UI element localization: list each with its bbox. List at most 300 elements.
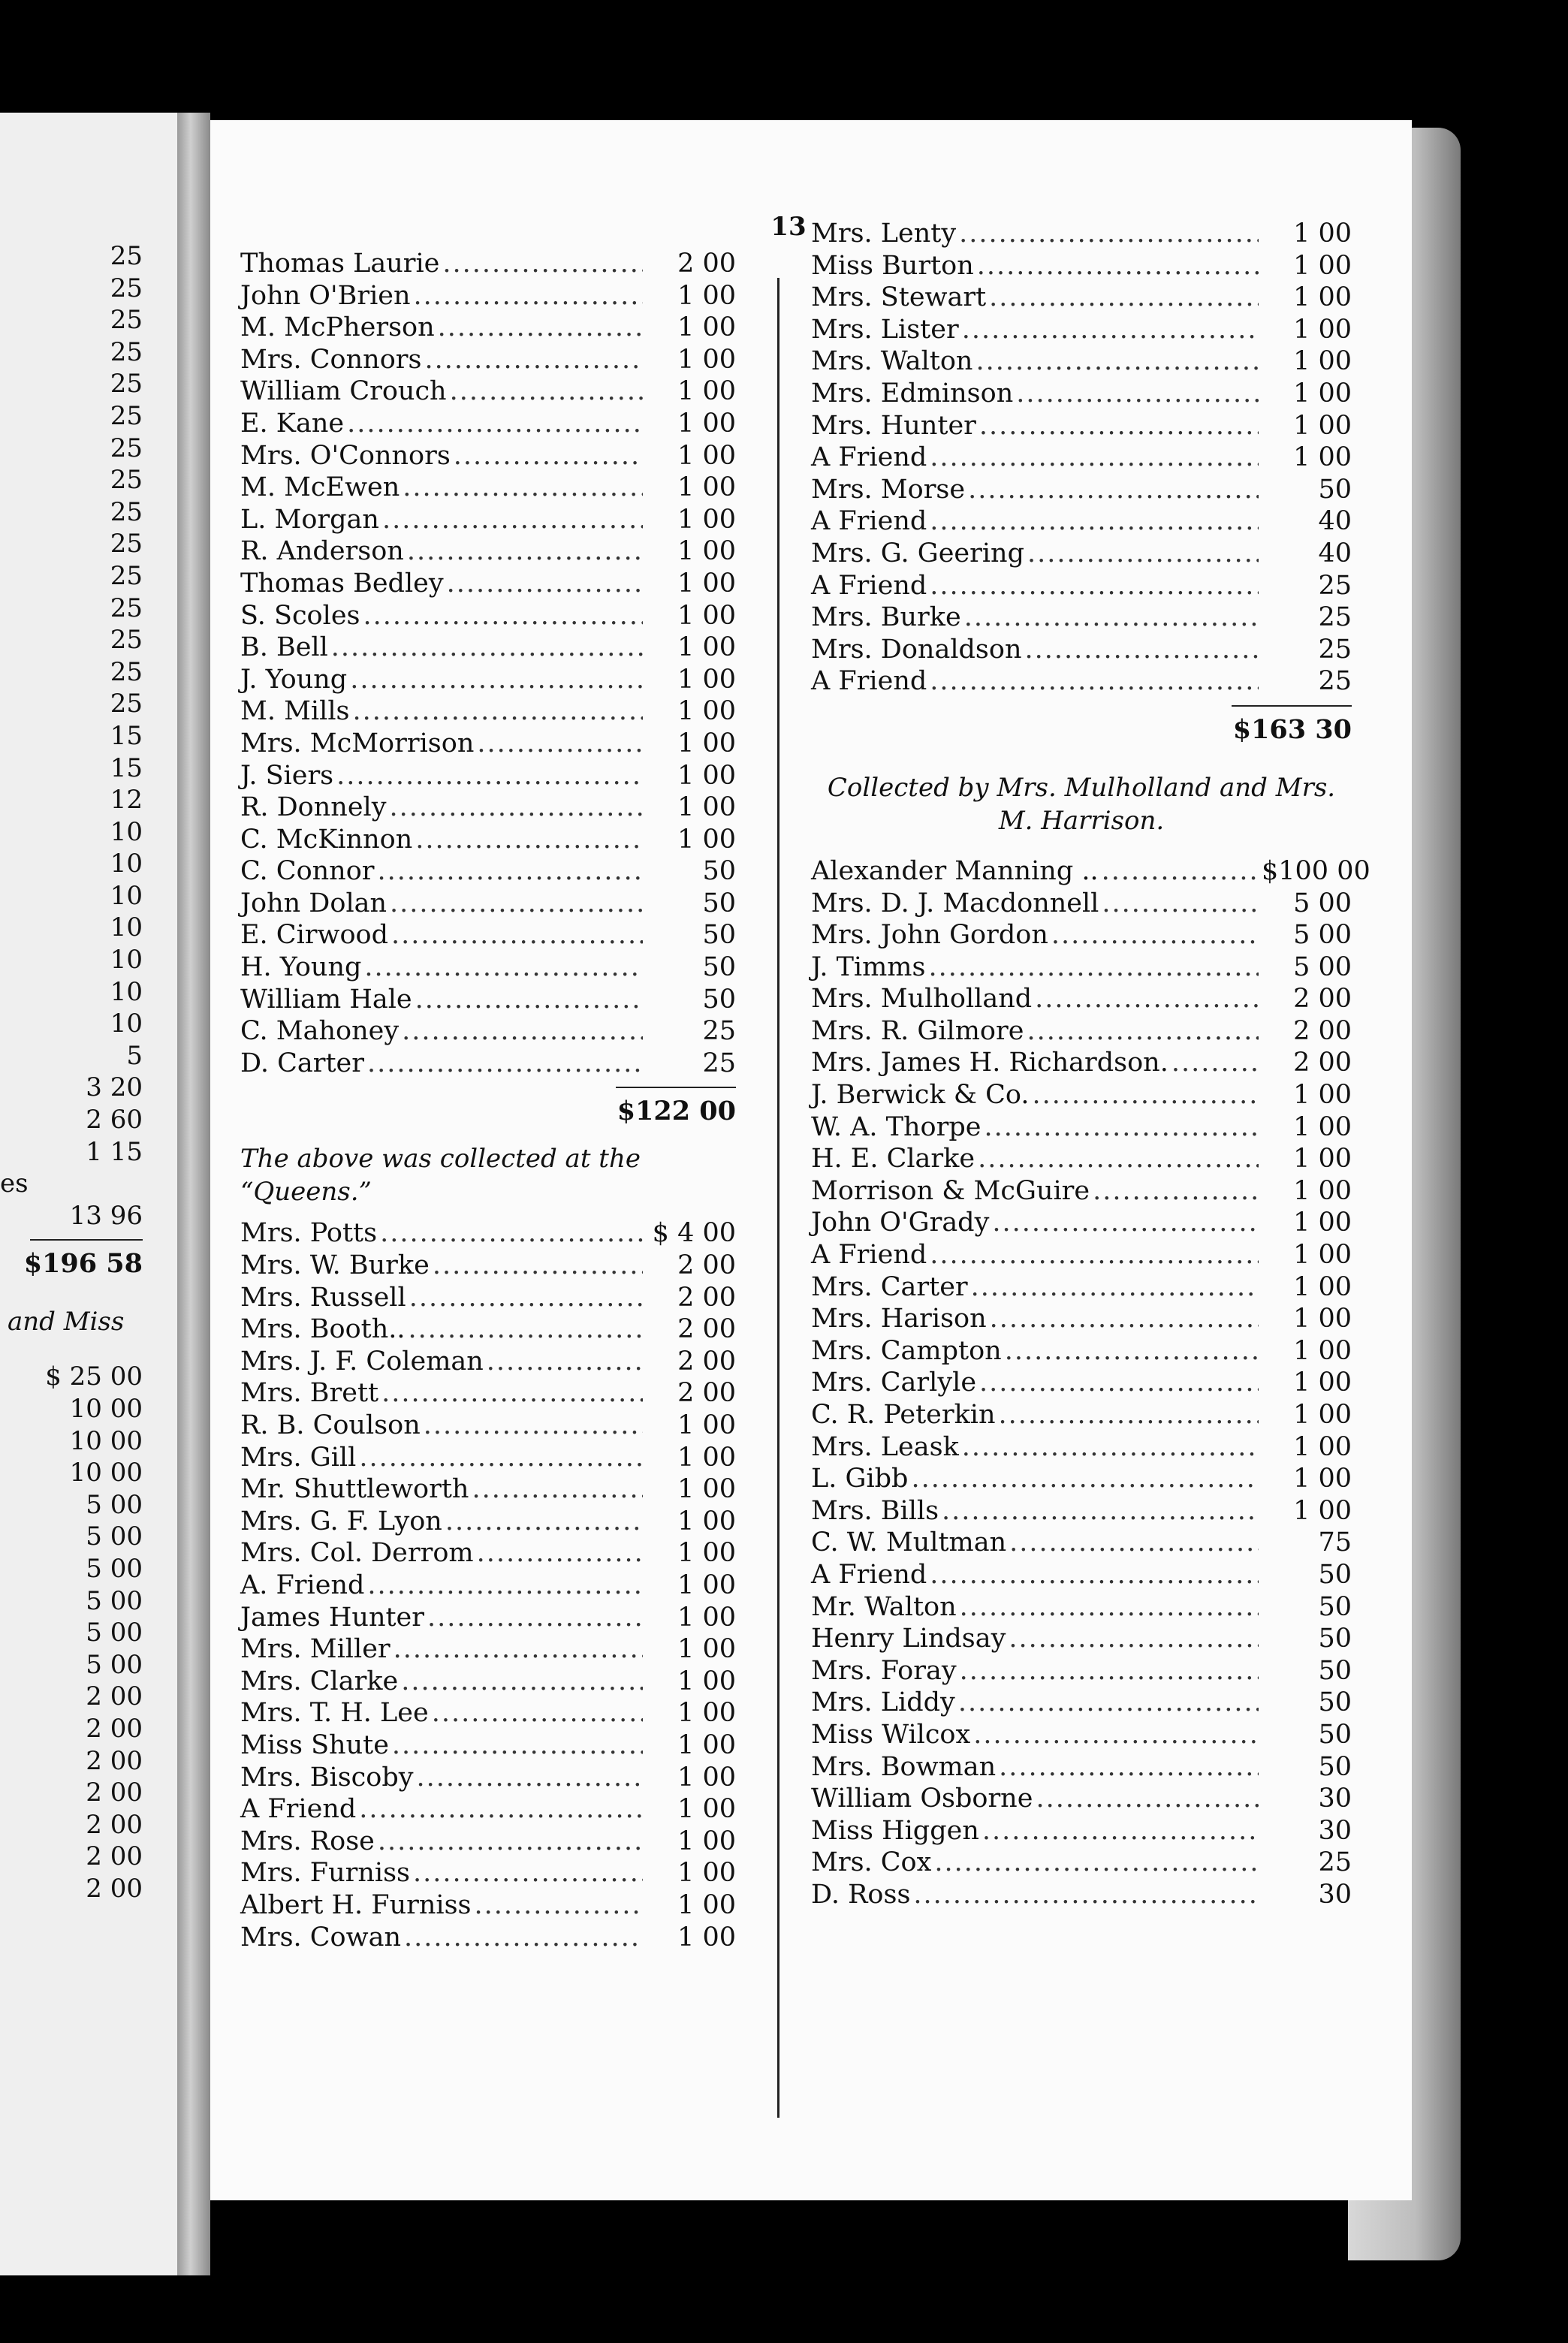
ledger-row <box>240 632 736 664</box>
donation-amount: 50 <box>1318 1559 1352 1590</box>
left-amount-row <box>0 1777 143 1809</box>
ledger-row <box>240 1015 736 1048</box>
ledger-row <box>811 1687 1352 1719</box>
donor-name: Mrs. Carter <box>811 1271 968 1302</box>
donation-amount: 50 <box>702 888 736 918</box>
donor-name: A. Friend <box>240 1570 365 1600</box>
ledger-row <box>811 1207 1352 1239</box>
leader-dots <box>979 410 1259 442</box>
left-amount: 2 00 <box>86 1681 143 1712</box>
left-amount: 5 00 <box>86 1553 143 1584</box>
total-rule <box>1232 705 1352 707</box>
donor-name: J. Timms <box>811 951 926 982</box>
left-amount-row <box>0 816 143 849</box>
donation-amount: 2 00 <box>1293 1015 1352 1046</box>
ledger-row <box>811 1047 1352 1079</box>
donation-amount: 1 00 <box>677 728 736 758</box>
ledger-row <box>811 1175 1352 1208</box>
donation-amount: 1 00 <box>1293 410 1352 441</box>
donor-name: Mrs. John Gordon <box>811 920 1048 951</box>
ledger-row <box>240 1217 736 1250</box>
leader-dots <box>978 1143 1259 1175</box>
donation-amount: 1 00 <box>1293 378 1352 409</box>
donation-amount: 5 00 <box>1293 920 1352 951</box>
left-amount-row <box>0 1553 143 1585</box>
donor-name: Mr. Walton <box>811 1591 957 1622</box>
ledger-row <box>811 1495 1352 1527</box>
donation-amount: 1 00 <box>1293 1175 1352 1206</box>
donor-name: Mrs. Connors <box>240 344 422 375</box>
ledger-row <box>240 1250 736 1282</box>
donor-name: John O'Brien <box>240 280 411 311</box>
left-amount: 10 <box>110 880 143 911</box>
ledger-row <box>240 1729 736 1762</box>
donor-name: Miss Burton <box>811 250 974 281</box>
leader-dots <box>960 1655 1259 1687</box>
leader-dots <box>1009 1623 1259 1655</box>
donation-amount: 1 00 <box>677 824 736 855</box>
donation-amount: 1 00 <box>1293 346 1352 377</box>
column-total: $163 30 <box>1232 713 1352 745</box>
leader-dots <box>1009 1527 1259 1559</box>
leader-dots <box>1102 855 1259 888</box>
leader-dots <box>477 1537 643 1570</box>
donor-name: Morrison & McGuire <box>811 1175 1090 1206</box>
ledger-row <box>240 919 736 951</box>
donation-amount: 25 <box>1318 570 1352 601</box>
ledger-row <box>811 345 1352 378</box>
ledger-row <box>240 1442 736 1474</box>
donor-name: Mrs. Walton <box>811 346 973 377</box>
donation-amount: 5 00 <box>1293 951 1352 982</box>
ledger-row <box>811 1271 1352 1304</box>
leader-dots <box>382 504 643 536</box>
ledger-row <box>240 1889 736 1922</box>
donation-amount: 1 00 <box>677 504 736 535</box>
book-gutter <box>177 113 210 2275</box>
donation-amount: 1 00 <box>1293 1400 1352 1430</box>
donor-name: J. Siers <box>240 760 334 791</box>
collection-heading: Collected by Mrs. Mulholland and Mrs. M. Harrison. <box>827 772 1336 836</box>
donor-name: A Friend <box>811 1559 927 1590</box>
donation-amount: 5 00 <box>1293 888 1352 918</box>
donor-name: Mrs. Carlyle <box>811 1368 977 1398</box>
left-amount-row <box>0 688 143 720</box>
ledger-row <box>240 1762 736 1794</box>
leader-dots <box>401 1666 643 1698</box>
donor-name: J. Berwick & Co. <box>811 1080 1030 1111</box>
left-amount-row <box>0 1072 143 1104</box>
donation-amount: 1 00 <box>677 1410 736 1440</box>
donation-amount: 1 00 <box>677 760 736 791</box>
left-amount-row <box>0 624 143 656</box>
leader-dots <box>934 1847 1259 1879</box>
leader-dots <box>960 1591 1259 1624</box>
leader-dots <box>409 1313 643 1346</box>
left-amount-row <box>0 1457 143 1489</box>
donation-amount: 1 00 <box>677 1474 736 1505</box>
left-amount-row <box>0 1713 143 1745</box>
donor-name: Mrs. Col. Derrom <box>240 1538 474 1569</box>
ledger-row <box>811 1079 1352 1111</box>
ledger-row <box>811 1655 1352 1687</box>
donor-name: R. B. Coulson <box>240 1410 421 1440</box>
left-amount-row <box>0 1040 143 1072</box>
left-amount: 25 <box>110 433 143 463</box>
donor-name: Mrs. D. J. Macdonnell <box>811 888 1099 918</box>
donation-amount: 1 00 <box>1293 1271 1352 1302</box>
leader-dots <box>973 1719 1259 1751</box>
donation-amount: 1 00 <box>1293 1080 1352 1111</box>
donor-name: Mrs. James H. Richardson. <box>811 1048 1168 1078</box>
leader-dots <box>930 1239 1259 1271</box>
left-amount: 10 00 <box>69 1425 143 1456</box>
donor-name: W. A. Thorpe <box>811 1111 982 1142</box>
leader-dots <box>1025 634 1259 666</box>
donation-amount: 25 <box>702 1048 736 1078</box>
left-amount-row <box>0 848 143 880</box>
ledger-row <box>811 1399 1352 1431</box>
donation-amount: 50 <box>702 952 736 983</box>
ledger-row <box>240 1793 736 1826</box>
donor-name: Mrs. Potts <box>240 1218 378 1249</box>
leader-dots <box>1027 538 1259 570</box>
ledger-row <box>240 1922 736 1954</box>
left-amount: 2 00 <box>86 1713 143 1744</box>
donor-name: J. Young <box>240 664 348 695</box>
donor-name: Mrs. Bills <box>811 1495 939 1526</box>
donor-name: A Friend <box>811 506 927 537</box>
left-amount-row <box>0 1489 143 1521</box>
column-divider <box>777 278 779 2118</box>
donor-name: D. Ross <box>811 1879 911 1910</box>
ledger-row <box>811 1111 1352 1144</box>
left-amount: 25 <box>110 529 143 559</box>
left-amount-row <box>0 880 143 912</box>
ledger-row <box>240 535 736 568</box>
donation-amount: 1 00 <box>677 664 736 695</box>
left-amount: 12 <box>110 785 143 816</box>
leader-dots <box>407 535 643 568</box>
donor-name: Mrs. Leask <box>811 1431 959 1462</box>
column-left <box>240 248 736 1953</box>
ledger-row <box>240 1282 736 1314</box>
donor-name: H. Young <box>240 952 362 983</box>
leader-dots <box>964 602 1259 634</box>
ledger-row <box>811 1335 1352 1368</box>
donor-name: Mrs. Cowan <box>240 1922 401 1952</box>
ledger-row <box>811 378 1352 410</box>
donor-name: S. Scoles <box>240 600 360 631</box>
donation-amount: 30 <box>1318 1815 1352 1846</box>
leader-dots <box>438 312 643 344</box>
donation-amount: 40 <box>1318 506 1352 537</box>
ledger-row <box>240 824 736 856</box>
donation-amount: 1 00 <box>677 1570 736 1600</box>
leader-dots <box>999 1399 1259 1431</box>
leader-dots <box>367 1048 643 1080</box>
leader-dots <box>968 474 1259 506</box>
left-amount: 5 00 <box>86 1585 143 1616</box>
donor-name: L. Morgan <box>240 504 379 535</box>
ledger-row <box>811 983 1352 1015</box>
donation-amount: $100 00 <box>1262 855 1370 886</box>
ledger-row <box>811 1239 1352 1271</box>
donor-name: Mrs. Hunter <box>811 410 976 441</box>
ledger-row <box>240 1537 736 1570</box>
left-page-amounts <box>0 240 143 1905</box>
ledger-row <box>811 1591 1352 1624</box>
leader-dots <box>1171 1047 1259 1079</box>
donation-amount: 50 <box>702 920 736 951</box>
donation-amount: 1 00 <box>1293 314 1352 345</box>
ledger-row <box>811 1463 1352 1495</box>
ledger-row <box>240 792 736 824</box>
leader-dots <box>391 919 643 951</box>
leader-dots <box>394 1633 643 1666</box>
donation-amount: 50 <box>1318 1591 1352 1622</box>
donor-name: Mrs. Russell <box>240 1282 406 1313</box>
ledger-row <box>811 282 1352 314</box>
donor-name: R. Anderson <box>240 536 404 567</box>
left-amount-row <box>0 656 143 689</box>
ledger-row <box>240 1377 736 1410</box>
column-total: $122 00 <box>617 1096 736 1127</box>
donor-name: Mrs. Rose <box>240 1826 375 1856</box>
left-amount: 2 00 <box>86 1778 143 1808</box>
leader-dots <box>336 760 643 792</box>
donation-amount: 1 00 <box>677 792 736 823</box>
ledger-row <box>811 570 1352 602</box>
left-amount: 5 00 <box>86 1649 143 1680</box>
left-amount-row <box>0 496 143 529</box>
ledger-row <box>811 1815 1352 1847</box>
leader-dots <box>403 472 643 504</box>
donation-amount: $ 4 00 <box>652 1218 736 1249</box>
donation-amount: 2 00 <box>1293 1048 1352 1078</box>
leader-dots <box>359 1793 643 1826</box>
leader-dots <box>390 888 643 920</box>
donation-amount: 1 00 <box>677 408 736 439</box>
ledger-row <box>240 1857 736 1889</box>
donor-name: Mrs. Stewart <box>811 282 987 313</box>
ledger-row <box>240 1826 736 1858</box>
donor-name: Mr. Shuttleworth <box>240 1474 469 1505</box>
total-rule <box>30 1239 143 1241</box>
donor-name: D. Carter <box>240 1048 364 1078</box>
leader-dots <box>378 855 643 888</box>
donor-name: A Friend <box>811 666 927 697</box>
left-amount: $ 25 00 <box>45 1361 143 1392</box>
leader-dots <box>1093 1175 1259 1208</box>
ledger-row <box>240 375 736 408</box>
ledger-row <box>811 1559 1352 1591</box>
donation-amount: 1 00 <box>677 1602 736 1633</box>
leader-dots <box>1027 1015 1259 1048</box>
left-amount-row <box>0 976 143 1009</box>
donor-name: Mrs. Morse <box>811 474 966 505</box>
donation-amount: 30 <box>1318 1784 1352 1814</box>
donation-amount: 2 00 <box>1293 984 1352 1015</box>
donor-name: L. Gibb <box>811 1464 909 1494</box>
ledger-row <box>240 695 736 728</box>
left-amount-row <box>0 752 143 785</box>
ledger-row <box>240 1570 736 1602</box>
leader-dots <box>930 570 1259 602</box>
donor-name: Albert H. Furniss <box>240 1889 472 1920</box>
donation-amount: 1 00 <box>677 376 736 407</box>
donation-amount: 1 00 <box>677 632 736 663</box>
ledger-row <box>811 1015 1352 1048</box>
donor-name: Mrs. Lenty <box>811 219 957 249</box>
collection-note: The above was collected at the “Queens.” <box>240 1144 641 1208</box>
leader-dots <box>999 1751 1259 1784</box>
donation-amount: 1 00 <box>1293 1368 1352 1398</box>
ledger-row <box>811 218 1352 250</box>
donation-amount: 1 00 <box>677 280 736 311</box>
donation-amount: 50 <box>1318 474 1352 505</box>
ledger-row <box>811 442 1352 474</box>
ledger-row <box>811 250 1352 282</box>
donor-name: Mrs. Foray <box>811 1655 957 1686</box>
donation-amount: 1 00 <box>1293 1144 1352 1175</box>
leader-dots <box>1102 888 1259 920</box>
donor-name: E. Cirwood <box>240 920 389 951</box>
donation-amount: 25 <box>1318 666 1352 697</box>
donor-name: Mrs. Burke <box>811 602 961 633</box>
left-amount: 25 <box>110 305 143 336</box>
leader-dots <box>409 1282 643 1314</box>
donor-name: Mrs. J. F. Coleman <box>240 1346 484 1377</box>
left-amount-row <box>0 1873 143 1905</box>
ledger-row <box>811 919 1352 951</box>
leader-dots <box>977 250 1259 282</box>
donor-name: Miss Wilcox <box>811 1719 971 1750</box>
left-amount: 1 15 <box>86 1136 143 1167</box>
leader-dots <box>990 1303 1259 1335</box>
donation-amount: 50 <box>702 856 736 887</box>
ledger-row <box>240 888 736 920</box>
left-amount-row <box>0 1361 143 1393</box>
ledger-row <box>240 951 736 984</box>
leader-dots <box>979 1367 1259 1399</box>
leader-dots <box>347 408 643 440</box>
donation-amount: 1 00 <box>1293 1111 1352 1142</box>
left-amount: 10 00 <box>69 1394 143 1424</box>
left-amount-row <box>0 912 143 944</box>
leader-dots <box>424 1410 643 1442</box>
leader-dots <box>417 1762 643 1794</box>
donation-amount: 2 00 <box>677 1378 736 1409</box>
left-amount: 10 <box>110 849 143 879</box>
ledger-row <box>240 568 736 600</box>
donor-name: Mrs. G. F. Lyon <box>240 1506 442 1536</box>
left-amount-row <box>0 1841 143 1873</box>
left-amount: 25 <box>110 369 143 400</box>
leader-dots <box>942 1495 1259 1527</box>
left-amount-row <box>0 1104 143 1136</box>
left-amount-row <box>0 1393 143 1425</box>
left-amount: 5 00 <box>86 1618 143 1648</box>
donation-amount: 50 <box>1318 1687 1352 1718</box>
donor-name: Miss Shute <box>240 1729 389 1760</box>
donation-amount: 1 00 <box>677 1442 736 1473</box>
leader-dots <box>472 1473 643 1506</box>
donor-name: John O'Grady <box>811 1208 990 1238</box>
left-amount-row <box>0 1617 143 1649</box>
leader-dots <box>414 280 643 312</box>
donation-amount: 2 00 <box>677 1346 736 1377</box>
ledger-row <box>240 760 736 792</box>
leader-dots <box>378 1826 643 1858</box>
left-amount-row <box>0 528 143 560</box>
leader-dots <box>331 632 643 664</box>
left-amount-row <box>0 1649 143 1681</box>
leader-dots <box>350 664 643 696</box>
donor-name: Miss Higgen <box>811 1815 979 1846</box>
column-total: $196 58 <box>23 1248 143 1280</box>
left-amount: 2 00 <box>86 1809 143 1840</box>
left-amount: 5 00 <box>86 1489 143 1520</box>
ledger-row <box>811 1623 1352 1655</box>
donation-amount: 1 00 <box>677 1762 736 1793</box>
ledger-row <box>811 665 1352 698</box>
leader-dots <box>413 1857 643 1889</box>
left-subtotal: 13 96 <box>69 1200 143 1231</box>
left-amount-row <box>0 1809 143 1841</box>
donor-name: C. Mahoney <box>240 1016 400 1047</box>
left-amount: 25 <box>110 273 143 303</box>
leader-dots <box>392 1729 643 1762</box>
donor-name: Mrs. Brett <box>240 1378 379 1409</box>
donation-amount: 1 00 <box>1293 1335 1352 1366</box>
donor-name: Mrs. Gill <box>240 1442 357 1473</box>
ledger-row <box>811 888 1352 920</box>
donor-name: B. Bell <box>240 632 328 663</box>
left-amount: 15 <box>110 752 143 783</box>
ledger-row <box>811 538 1352 570</box>
ledger-row <box>811 602 1352 634</box>
leader-dots <box>930 1559 1259 1591</box>
leader-dots <box>992 1207 1259 1239</box>
left-amount-row <box>0 1745 143 1778</box>
ledger-row <box>811 410 1352 442</box>
leader-dots <box>475 1889 644 1922</box>
donation-amount: 1 00 <box>1293 1304 1352 1334</box>
leader-dots <box>442 248 643 280</box>
left-amount: 25 <box>110 241 143 271</box>
left-amount-row <box>0 336 143 369</box>
left-amount: 5 00 <box>86 1521 143 1552</box>
donation-amount: 50 <box>1318 1655 1352 1686</box>
leader-dots <box>367 1570 643 1602</box>
left-fragment: es <box>0 1168 29 1199</box>
donation-amount: 1 00 <box>677 600 736 631</box>
ledger-row <box>811 1719 1352 1751</box>
donor-name: Mrs. Furniss <box>240 1858 410 1889</box>
ledger-row <box>240 1473 736 1506</box>
leader-dots <box>432 1697 643 1729</box>
donation-amount: 1 00 <box>677 1729 736 1760</box>
left-amount: 25 <box>110 689 143 719</box>
leader-dots <box>930 665 1259 698</box>
leader-dots <box>447 568 643 600</box>
leader-dots <box>1032 1079 1259 1111</box>
ledger-row <box>240 1313 736 1346</box>
donor-name: Alexander Manning .. <box>811 855 1099 886</box>
donation-amount: 1 00 <box>677 472 736 503</box>
ledger-row <box>240 1697 736 1729</box>
